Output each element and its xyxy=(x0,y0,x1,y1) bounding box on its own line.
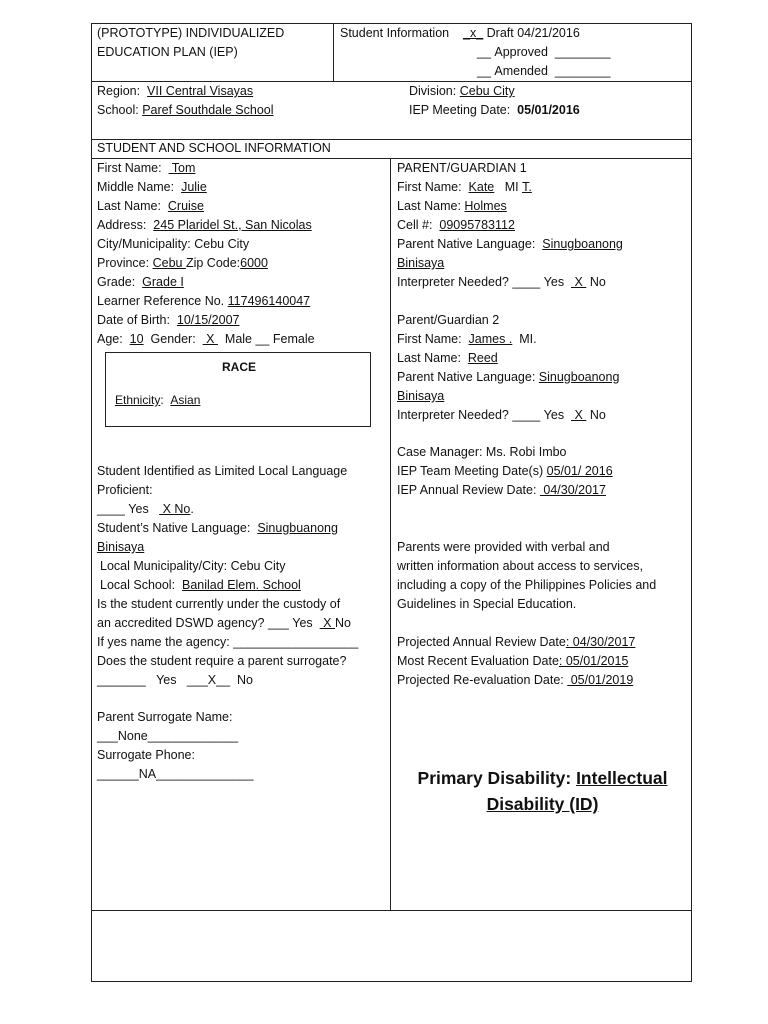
approved-label: Approved xyxy=(494,45,548,59)
llp-no-mark[interactable]: X No xyxy=(159,502,191,516)
surrogate-no-label: No xyxy=(236,673,253,687)
parent2-interpreter-yes-label: Yes xyxy=(543,408,565,422)
lrn-value[interactable]: 117496140047 xyxy=(227,294,311,308)
surrogate-question: Does the student require a parent surrogate? xyxy=(97,654,347,668)
parent2-interpreter-label: Interpreter Needed? xyxy=(397,408,509,422)
native-language-value[interactable]: Sinugbuanong xyxy=(257,521,338,535)
student-first-name xyxy=(97,159,195,178)
parent1-mi-value[interactable]: T. xyxy=(522,180,532,194)
parent1-last-name xyxy=(397,197,507,216)
custody-no-mark[interactable]: X xyxy=(319,616,335,630)
student-middle-name-label: Middle Name: xyxy=(97,180,175,194)
school-field xyxy=(97,101,274,120)
llp-line2: Proficient: xyxy=(97,483,153,497)
surrogate-no-mark[interactable]: ___X__ xyxy=(186,673,231,687)
annual-review-label: IEP Annual Review Date: xyxy=(397,483,537,497)
parent1-mi-label: MI xyxy=(504,180,519,194)
parent1-language xyxy=(397,235,623,254)
team-meeting-value[interactable]: 05/01/ 2016 xyxy=(546,464,613,478)
student-province-zip xyxy=(97,254,268,273)
surrogate-name-value[interactable]: ___None_____________ xyxy=(97,729,239,743)
grade-label: Grade: xyxy=(97,275,136,289)
primary-disability-label: Primary Disability: xyxy=(417,768,572,788)
zip-value[interactable]: 6000 xyxy=(240,256,268,270)
grade-value[interactable]: Grade I xyxy=(142,275,184,289)
approved-status xyxy=(477,43,610,62)
student-middle-name-value[interactable]: Julie xyxy=(181,180,207,194)
student-address-label: Address: xyxy=(97,218,147,232)
annual-review-date xyxy=(397,481,606,500)
local-city: Local Municipality/City: Cebu City xyxy=(100,559,286,573)
student-age-gender xyxy=(97,330,315,349)
amended-label: Amended xyxy=(494,64,548,78)
projected-annual-value[interactable]: : 04/30/2017 xyxy=(565,635,636,649)
info-line-1: Parents were provided with verbal and xyxy=(397,540,610,554)
student-last-name-label: Last Name: xyxy=(97,199,161,213)
student-last-name xyxy=(97,197,204,216)
student-last-name-value[interactable]: Cruise xyxy=(167,199,204,213)
info-line-4: Guidelines in Special Education. xyxy=(397,597,577,611)
parent2-language-value-cont[interactable]: Binisaya xyxy=(397,389,445,403)
parent2-last-name-value[interactable]: Reed xyxy=(467,351,498,365)
parent1-interpreter-label: Interpreter Needed? xyxy=(397,275,509,289)
custody-no-label: No xyxy=(334,616,351,630)
surrogate-name-label: Parent Surrogate Name: xyxy=(97,710,233,724)
parent2-first-name xyxy=(397,330,537,349)
gender-male-mark[interactable]: X xyxy=(202,332,218,346)
parent1-interpreter-yes-label: Yes xyxy=(543,275,565,289)
primary-disability-value-cont[interactable]: Disability (ID) xyxy=(486,794,599,814)
annual-review-value[interactable]: 04/30/2017 xyxy=(539,483,606,497)
header-column-divider xyxy=(333,23,334,81)
ethnicity-label: Ethnicity xyxy=(115,393,161,407)
parent1-cell-value[interactable]: 09095783112 xyxy=(439,218,515,232)
llp-yes-blank[interactable]: ____ xyxy=(97,502,125,516)
student-info-status xyxy=(340,24,580,43)
amended-status xyxy=(477,62,610,81)
llp-answer: ____ Yes X No. xyxy=(97,502,194,516)
student-dob xyxy=(97,311,239,330)
body-column-divider xyxy=(390,158,391,910)
llp-line1: Student Identified as Limited Local Language xyxy=(97,464,348,478)
recent-evaluation xyxy=(397,652,628,671)
section-title: STUDENT AND SCHOOL INFORMATION xyxy=(97,141,331,155)
projected-annual-review xyxy=(397,633,635,652)
parent2-first-name-value[interactable]: James . xyxy=(468,332,513,346)
student-grade xyxy=(97,273,184,292)
parent1-first-name-label: First Name: xyxy=(397,180,462,194)
parent1-interpreter xyxy=(397,273,606,292)
division-field xyxy=(409,82,515,101)
custody-yes-label: Yes xyxy=(292,616,313,630)
parent1-cell-label: Cell #: xyxy=(397,218,433,232)
agency-blank[interactable]: __________________ xyxy=(233,635,359,649)
surrogate-phone-value[interactable]: ______NA______________ xyxy=(97,767,254,781)
llp-yes-label: Yes xyxy=(128,502,149,516)
custody-yes-blank[interactable]: ___ xyxy=(267,616,289,630)
division-label: Division: xyxy=(409,84,457,98)
surrogate-phone-label: Surrogate Phone: xyxy=(97,748,195,762)
parent1-last-name-value[interactable]: Holmes xyxy=(464,199,507,213)
student-first-name-label: First Name: xyxy=(97,161,162,175)
surrogate-yes-label: Yes xyxy=(156,673,177,687)
age-value[interactable]: 10 xyxy=(129,332,144,346)
agency-label: If yes name the agency: xyxy=(97,635,230,649)
projected-reevaluation xyxy=(397,671,633,690)
draft-label: Draft 04/21/2016 xyxy=(486,26,580,40)
parent2-language xyxy=(397,368,619,387)
gender-female-mark[interactable]: __ xyxy=(255,332,270,346)
parent2-last-name-label: Last Name: xyxy=(397,351,461,365)
local-school xyxy=(100,576,301,595)
projected-reevaluation-value[interactable]: 05/01/2019 xyxy=(567,673,634,687)
local-school-label: Local School: xyxy=(100,578,176,592)
custody-question-line1: Is the student currently under the custody of xyxy=(97,597,341,611)
parent2-language-value[interactable]: Sinugboanong xyxy=(538,370,620,384)
surrogate-yes-blank[interactable]: _______ xyxy=(97,673,146,687)
local-school-value[interactable]: Banilad Elem. School xyxy=(182,578,301,592)
race-title: RACE xyxy=(222,360,257,374)
parent1-interpreter-yes-blank[interactable]: ____ xyxy=(512,275,541,289)
parent2-last-name xyxy=(397,349,498,368)
parent1-first-name xyxy=(397,178,532,197)
parent1-language-label: Parent Native Language: xyxy=(397,237,536,251)
agency-field xyxy=(97,633,358,652)
dob-label: Date of Birth: xyxy=(97,313,170,327)
native-language-value-cont[interactable]: Binisaya xyxy=(97,540,145,554)
dob-value[interactable]: 10/15/2007 xyxy=(176,313,240,327)
parent2-interpreter-yes-blank[interactable]: ____ xyxy=(512,408,541,422)
ethnicity-field: Ethnicity: Asian xyxy=(115,393,201,407)
division-value[interactable]: Cebu City xyxy=(459,84,515,98)
region-label: Region: xyxy=(97,84,141,98)
region-field xyxy=(97,82,253,101)
parent2-language-label: Parent Native Language: xyxy=(397,370,536,384)
gender-label: Gender: xyxy=(150,332,196,346)
primary-disability-value[interactable]: Intellectual xyxy=(576,768,668,788)
parent2-interpreter-no-mark[interactable]: X xyxy=(571,408,587,422)
amended-blank[interactable]: ________ xyxy=(554,64,611,78)
form-title-line2: EDUCATION PLAN (IEP) xyxy=(97,45,238,59)
parent1-language-value[interactable]: Sinugboanong xyxy=(542,237,623,251)
parent2-interpreter-no-label: No xyxy=(589,408,606,422)
school-label: School: xyxy=(97,103,139,117)
team-meeting-label: IEP Team Meeting Date(s) xyxy=(397,464,544,478)
meeting-date-value[interactable]: 05/01/2016 xyxy=(517,103,580,117)
team-meeting-dates xyxy=(397,462,613,481)
parent1-cell xyxy=(397,216,515,235)
native-language-label: Student’s Native Language: xyxy=(97,521,251,535)
male-label: Male xyxy=(224,332,252,346)
province-value[interactable]: Cebu xyxy=(152,256,186,270)
lrn-label: Learner Reference No. xyxy=(97,294,225,308)
form-title-line1: (PROTOTYPE) INDIVIDUALIZED xyxy=(97,26,285,40)
recent-evaluation-value[interactable]: : 05/01/2015 xyxy=(558,654,629,668)
approved-blank[interactable]: ________ xyxy=(554,45,611,59)
student-first-name-value[interactable]: Tom xyxy=(168,161,196,175)
parent1-interpreter-no-label: No xyxy=(589,275,606,289)
student-address xyxy=(97,216,312,235)
student-address-value[interactable]: 245 Plaridel St., San Nicolas xyxy=(153,218,312,232)
amended-mark[interactable]: __ xyxy=(477,64,491,78)
parent2-mi-label: MI. xyxy=(519,332,537,346)
primary-disability xyxy=(395,765,690,817)
student-middle-name xyxy=(97,178,207,197)
parent2-heading: Parent/Guardian 2 xyxy=(397,313,500,327)
ethnicity-value[interactable]: Asian xyxy=(170,393,201,407)
province-label: Province: xyxy=(97,256,150,270)
info-line-3: including a copy of the Philippines Policies and xyxy=(397,578,657,592)
meeting-date-label: IEP Meeting Date: xyxy=(409,103,511,117)
native-language xyxy=(97,519,338,538)
school-value[interactable]: Paref Southdale School xyxy=(142,103,274,117)
region-value[interactable]: VII Central Visayas xyxy=(147,84,254,98)
info-line-2: written information about access to services, xyxy=(397,559,643,573)
age-label: Age: xyxy=(97,332,123,346)
parent1-last-name-label: Last Name: xyxy=(397,199,461,213)
draft-mark[interactable]: _x_ xyxy=(463,26,484,40)
zip-label: Zip Code: xyxy=(185,256,241,270)
student-city: City/Municipality: Cebu City xyxy=(97,237,250,251)
recent-evaluation-label: Most Recent Evaluation Date xyxy=(397,654,559,668)
parent2-interpreter xyxy=(397,406,606,425)
parent1-interpreter-no-mark[interactable]: X xyxy=(571,275,587,289)
footer-divider xyxy=(91,910,692,911)
parent2-first-name-label: First Name: xyxy=(397,332,462,346)
student-info-label: Student Information xyxy=(340,26,450,40)
case-manager: Case Manager: Ms. Robi Imbo xyxy=(397,445,567,459)
custody-question-text: an accredited DSWD agency? xyxy=(97,616,265,630)
approved-mark[interactable]: __ xyxy=(477,45,491,59)
projected-reevaluation-label: Projected Re-evaluation Date: xyxy=(397,673,564,687)
custody-question-line2 xyxy=(97,614,351,633)
surrogate-answer xyxy=(97,671,253,690)
parent1-first-name-value[interactable]: Kate xyxy=(468,180,495,194)
student-lrn xyxy=(97,292,310,311)
projected-annual-label: Projected Annual Review Date xyxy=(397,635,566,649)
meeting-date-field xyxy=(409,101,580,120)
female-label: Female xyxy=(272,332,315,346)
parent1-heading: PARENT/GUARDIAN 1 xyxy=(397,161,527,175)
parent1-language-value-cont[interactable]: Binisaya xyxy=(397,256,445,270)
